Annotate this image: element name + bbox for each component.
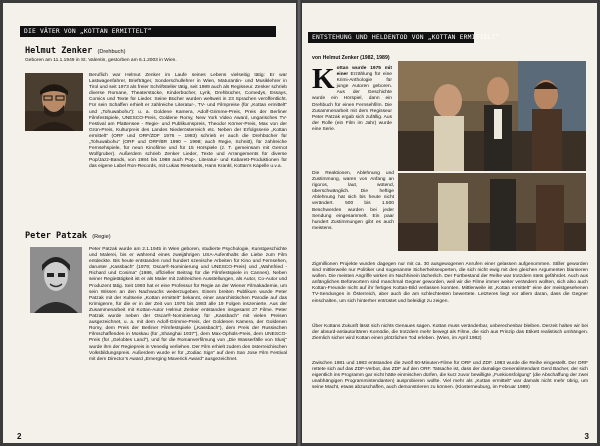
lead-bold-text: ottan wurde 1975 mit einer [336, 66, 392, 78]
section-banner-right: ENTSTEHUNG UND HELDENTOD VON „KOTTAN ERMITTELT“ [308, 32, 474, 43]
article-lead [312, 63, 392, 166]
scene-photo [398, 61, 586, 171]
patzak-heading [25, 231, 111, 241]
zenker-bio: Beruflich war Helmut Zenker im Laufe seines Lebens vielseitig tätig: Er war Lastwagenfahrer, Briefträger, Sonderschullehrer in Wien, Maturantin- und Musiklehrer in Tirol und seit 1973 als freier Schriftsteller tätig, seit 1989 auch als Regisseur. Zenker schrieb diverse Romane, Theaterstücke, Kinderbücher, Lyrik, Drehbücher, Comedys, Essays, Comics und Texte für Lieder. Seine Bücher wurden weltweit in 23 Sprachen veröffentlicht. Für sein Schaffen erhielt er zahlreiche Literatur-, TV- und Filmpreise (für „Kottan ermittelt“ und „Tohuwabohu“): u. a. Goldene Kamera, Adolf-Grimme-Preis, Preis der Berliner Filmfestspiele, UNESCO-Preis, Goldene Romy, New York Video Award, ungarisches TV-Festival am Plattensee - Regie- und Publikumspreis, Theodor Körner-Preis, Max von der Grün-Preis, Kulturpreis des Landes Niederösterreich etc. Neben der Erfolgsserie „Kottan ermittelt“ (ORF und ORF/ZDF 1976 – 1983) schrieb er auch die Drehbücher für „Tohuwabohu“ (ORF und ORF/BR 1990 – 1998; auch Regie, Schnitt), für zahlreiche Fernsehspiele, für neun Kinofilme und für 15 Hörspiele (z. T. gemeinsam mit Gernot Wolfgruber). Außerdem schrieb Zenker Lieder, Texte und Arrangements für diverse Pop/Jazz-Bands, von 1984 bis 1988 auch Pop-, Literatur- und Kabarett-Produktionen für das eigene Label Ron-Records, mit Lukas Resetarits, Hans Krankl, Kottan’s Kapelle u.v.a. [89, 73, 287, 170]
scene-photo-lower [398, 173, 586, 251]
zenker-bio-intro: Geboren am 11.1.1949 in St. Valentin, gestorben am 6.1.2003 in Wien. [25, 58, 177, 63]
zenker-heading [25, 46, 125, 56]
article-paragraph-4: Zwischen 1981 und 1983 entstanden die zwölf 60-Minuten-Filme für ORF und ZDF. 1983 wurde die Reihe eingestellt. Der ORF rettete sich auf das ZDF-Verbot, das ZDF auf den ORF. Tatsache ist, dass der damalige Generalintendant Gerd Bacher, der sich eigentlich ins Programm gar nicht hätte einmischen dürfen, die kurz zuvor bewilligte „Funkionsfolgung“ (die Abschaffung der zwei unabhängigen Programmintendanten) ausprobieren wollte. Viel mehr als „Kottan ermittelt“ war damals nicht mehr übrig, um seine Macht, etwas abzuschaffen, auch demonstrieren zu können. (Klosterneuburg, im Februar 1989) [312, 361, 588, 391]
patzak-portrait [30, 247, 82, 313]
patzak-name: Peter Patzak [25, 231, 88, 241]
page-number-left: 2 [17, 432, 22, 441]
article-byline: von Helmut Zenker (1982, 1989) [312, 55, 390, 61]
right-page [302, 3, 597, 443]
page-number-right: 3 [584, 432, 589, 441]
patzak-bio: Peter Patzak wurde am 2.1.1945 in Wien geboren, studierte Psychologie, Kunstgeschichte und Malerei, bis er während eines zweijährigen USA-Aufenthalts die Liebe zum Film entdeckte. Bis heute entstanden rund hundert szenische Arbeiten für Kino und Fernsehen, darunter „Kassbach“ (1979; Oscar®-Nominierung und UNESCO-Preis) und „Wahnfried - Richard und Cosima“ (1986, offizieller Beitrag für die Filmfestspiele in Cannes). Neben seiner Regietätigkeit ist er als Maler mit zahlreichen Ausstellungen, als Autor, Co-Autor und Produzent tätig. Seit 1993 hat er eine Professur für Regie an der Wiener Filmakademie, um sein Wissen an den Nachwuchs weiterzugeben. Einem breiten Publikum wurde Peter Patzak mit der Kultserie „Kottan ermittelt“ bekannt, einer anarchistischen Parodie auf das Krimigenre, für die er in der Zeit von 1976 bis 1983 alle 19 Folgen inszenierte. Aus der Zusammenarbeit mit Kottan-Autor Helmut Zenker entstanden insgesamt 27 Filme. Peter Patzak wurde neben der Oscar®-Nominierung für „Kassbach“ mit vielen Preisen ausgezeichnet, u. a. mit dem Adolf-Grimme-Preis, der Goldenen Kamera, der Goldenen Romy, dem Preis der Berliner Filmfestspiele („Kassbach“), dem Preis der Russischen Filmschaffenden in Moskau (für „Shanghai 1937“), dem Max-Ophüls-Preis, dem UNESCO-Preis (für „Gelobtes Land“), und für die Romanverfilmung von „Die Wasserfälle von Slunj“ wurde ihm der Regiepreis in Venedig verliehen. Der Film erhielt zudem den österreichischen Volksbildungspreis. Außerdem wurde er für „Zodiac Sign“ auf dem San Jose Film Festival mit dem Director’s Award „Emerging Maverick Award“ ausgezeichnet. [89, 247, 287, 362]
article-column-two: Die Reaktionen, Ablehnung und Zustimmung, waren von Anfang an rigoros, laut, wütend, überschwänglich. Die heftige Ablehnung hat sich bis heute nicht verändert. 500 bis 1.500 Beschwerden wurden bei jeder Sendung eingesammelt. Ein paar hundert Zustimmungen gibt es auch meistens. [312, 171, 394, 231]
zenker-portrait [25, 73, 83, 131]
article-paragraph-2: Zigmillionen Projekte wurden dagegen nur mit ca. 30 ausgewogenen Anrufen einer gelassen aufgenommen. Stiller geworden sind mittlerweile nur Politiker und sogenannte Sicherheitsexperten, die sich nicht ewig mit den gleichen Argumenten blamieren wollen. Die meisten Angriffe wirken im Nachhinein lächerlich. Der Fortbestand der Reihe war trotzdem stets gefährdet. Auch aus anfänglichen Befürwortern sind manchmal Gegner geworden, weil wir die Filme immer weiter verändern wollten, sich also auch Kottan-Freunde nicht auf ihr fertiges Kottan-Bild verlassen konnten. Mittlerweile ist „Kottan ermittelt“ eine der meistgesehenen TV-Sendungen in Österreich, aber auch die am schlechtesten bewertete. Letzteres liegt vor allem daran, dass die Gegner einschalten, um sich hinterher entrüstet und beleidigt zu zeigen. [312, 262, 588, 304]
zenker-name: Helmut Zenker [25, 46, 93, 56]
article-paragraph-3: Über Kottans Zukunft lässt sich nichts Genaues sagen. Kottan muss veränderbar, unberechenbar bleiben. Derzeit halten wir bei der absurd-antiautoritären Komödie, die trotzdem mehr bewegt als Filme, die sich aus Prinzip das Etikett realistisch umhängen. Ziemlich sicher wird Kottan einen plötzlichen Tod erleben. (Wien, im April 1982) [312, 324, 588, 342]
dropcap-letter: K [312, 63, 335, 95]
lead-text: Erzählung für eine Krimi-Anthologie für junge Autoren geboren. Aus der Geschichte wurde ein Hörspiel, dann ein Drehbuch für einen Fernsehfilm. Die Zusammenarbeit mit dem Regisseur Peter Patzak ergab sich zufällig. Aus der Rolle (ein Film im Jahr) wurde eine Serie. [312, 72, 392, 132]
section-banner-left: DIE VÄTER VON „KOTTAN ERMITTELT“ [20, 26, 276, 37]
left-page [3, 3, 296, 443]
zenker-role: (Drehbuch) [97, 49, 126, 55]
patzak-role: (Regie) [92, 234, 111, 240]
